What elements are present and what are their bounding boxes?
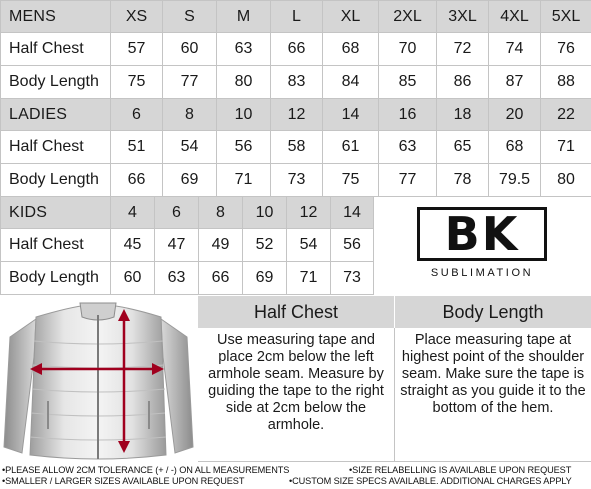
cell: 47	[155, 229, 199, 262]
size-8: 8	[163, 99, 217, 131]
cell: 79.5	[489, 164, 541, 197]
row-label: Body Length	[1, 262, 111, 295]
ladies-half-chest-row	[1, 131, 591, 164]
cell: 71	[287, 262, 331, 295]
ladies-body-length-row	[1, 164, 591, 197]
body-length-instructions: Place measuring tape at highest point of the shoulder seam. Make sure the tape is straight as you guide it to the bottom of the hem.	[400, 332, 586, 416]
cell: 70	[379, 33, 437, 66]
note-custom-specs: •CUSTOM SIZE SPECS AVAILABLE. ADDITIONAL CHARGES APPLY	[289, 476, 572, 486]
cell: 76	[541, 33, 591, 66]
cell: 65	[437, 131, 489, 164]
size-m: M	[217, 1, 271, 33]
cell: 69	[243, 262, 287, 295]
cell: 52	[243, 229, 287, 262]
logo-mark: BK	[444, 207, 520, 261]
mens-label: MENS	[1, 1, 111, 33]
half-chest-instructions: Use measuring tape and place 2cm below the left armhole seam. Measure by guiding the tape to the right side at 2cm below the armhole.	[208, 332, 384, 433]
note-tolerance: •PLEASE ALLOW 2CM TOLERANCE (+ / -) ON ALL MEASUREMENTS	[2, 465, 290, 475]
cell: 45	[111, 229, 155, 262]
cell: 69	[163, 164, 217, 197]
size-22: 22	[541, 99, 591, 131]
cell: 54	[287, 229, 331, 262]
size-16: 16	[379, 99, 437, 131]
cell: 71	[541, 131, 591, 164]
size-14: 14	[331, 197, 374, 229]
size-l: L	[271, 1, 323, 33]
cell: 88	[541, 66, 591, 99]
size-4xl: 4XL	[489, 1, 541, 33]
cell: 66	[199, 262, 243, 295]
kids-body-length-row	[1, 262, 374, 295]
mens-header-row	[1, 1, 591, 33]
cell: 68	[489, 131, 541, 164]
cell: 54	[163, 131, 217, 164]
cell: 78	[437, 164, 489, 197]
measure-bottom-line	[198, 461, 591, 462]
kids-header-row	[1, 197, 374, 229]
jacket-illustration	[0, 297, 197, 462]
note-smaller-larger: •SMALLER / LARGER SIZES AVAILABLE UPON REQUEST	[2, 476, 245, 486]
mens-half-chest-row	[1, 33, 591, 66]
cell: 75	[323, 164, 379, 197]
cell: 85	[379, 66, 437, 99]
size-xl: XL	[323, 1, 379, 33]
cell: 86	[437, 66, 489, 99]
size-3xl: 3XL	[437, 1, 489, 33]
cell: 63	[217, 33, 271, 66]
row-label: Half Chest	[1, 229, 111, 262]
cell: 73	[331, 262, 374, 295]
row-label: Half Chest	[1, 131, 111, 164]
bk-logo-box	[417, 207, 547, 261]
size-18: 18	[437, 99, 489, 131]
cell: 73	[271, 164, 323, 197]
kids-size-table	[0, 196, 374, 295]
kids-half-chest-row	[1, 229, 374, 262]
cell: 56	[331, 229, 374, 262]
size-6: 6	[111, 99, 163, 131]
cell: 80	[217, 66, 271, 99]
cell: 61	[323, 131, 379, 164]
cell: 80	[541, 164, 591, 197]
cell: 71	[217, 164, 271, 197]
cell: 66	[271, 33, 323, 66]
size-xs: XS	[111, 1, 163, 33]
size-4: 4	[111, 197, 155, 229]
size-14: 14	[323, 99, 379, 131]
note-relabelling: •SIZE RELABELLING IS AVAILABLE UPON REQUEST	[349, 465, 572, 475]
kids-label: KIDS	[1, 197, 111, 229]
cell: 56	[217, 131, 271, 164]
mens-size-table	[0, 0, 591, 99]
row-label: Body Length	[1, 66, 111, 99]
cell: 63	[155, 262, 199, 295]
cell: 77	[379, 164, 437, 197]
cell: 83	[271, 66, 323, 99]
measure-divider	[394, 328, 395, 462]
logo-subtitle: SUBLIMATION	[430, 267, 534, 279]
mens-body-length-row	[1, 66, 591, 99]
ladies-label: LADIES	[1, 99, 111, 131]
brand-logo	[416, 207, 548, 287]
size-12: 12	[271, 99, 323, 131]
cell: 63	[379, 131, 437, 164]
cell: 75	[111, 66, 163, 99]
cell: 84	[323, 66, 379, 99]
cell: 74	[489, 33, 541, 66]
cell: 72	[437, 33, 489, 66]
cell: 66	[111, 164, 163, 197]
size-5xl: 5XL	[541, 1, 591, 33]
cell: 58	[271, 131, 323, 164]
cell: 60	[163, 33, 217, 66]
row-label: Body Length	[1, 164, 111, 197]
cell: 60	[111, 262, 155, 295]
row-label: Half Chest	[1, 33, 111, 66]
cell: 49	[199, 229, 243, 262]
size-2xl: 2XL	[379, 1, 437, 33]
size-8: 8	[199, 197, 243, 229]
size-20: 20	[489, 99, 541, 131]
size-10: 10	[243, 197, 287, 229]
body-length-heading: Body Length	[395, 296, 591, 328]
half-chest-heading: Half Chest	[198, 296, 394, 328]
cell: 68	[323, 33, 379, 66]
cell: 51	[111, 131, 163, 164]
ladies-header-row	[1, 99, 591, 131]
ladies-size-table	[0, 98, 591, 197]
cell: 87	[489, 66, 541, 99]
size-10: 10	[217, 99, 271, 131]
size-s: S	[163, 1, 217, 33]
cell: 57	[111, 33, 163, 66]
cell: 77	[163, 66, 217, 99]
size-6: 6	[155, 197, 199, 229]
size-12: 12	[287, 197, 331, 229]
